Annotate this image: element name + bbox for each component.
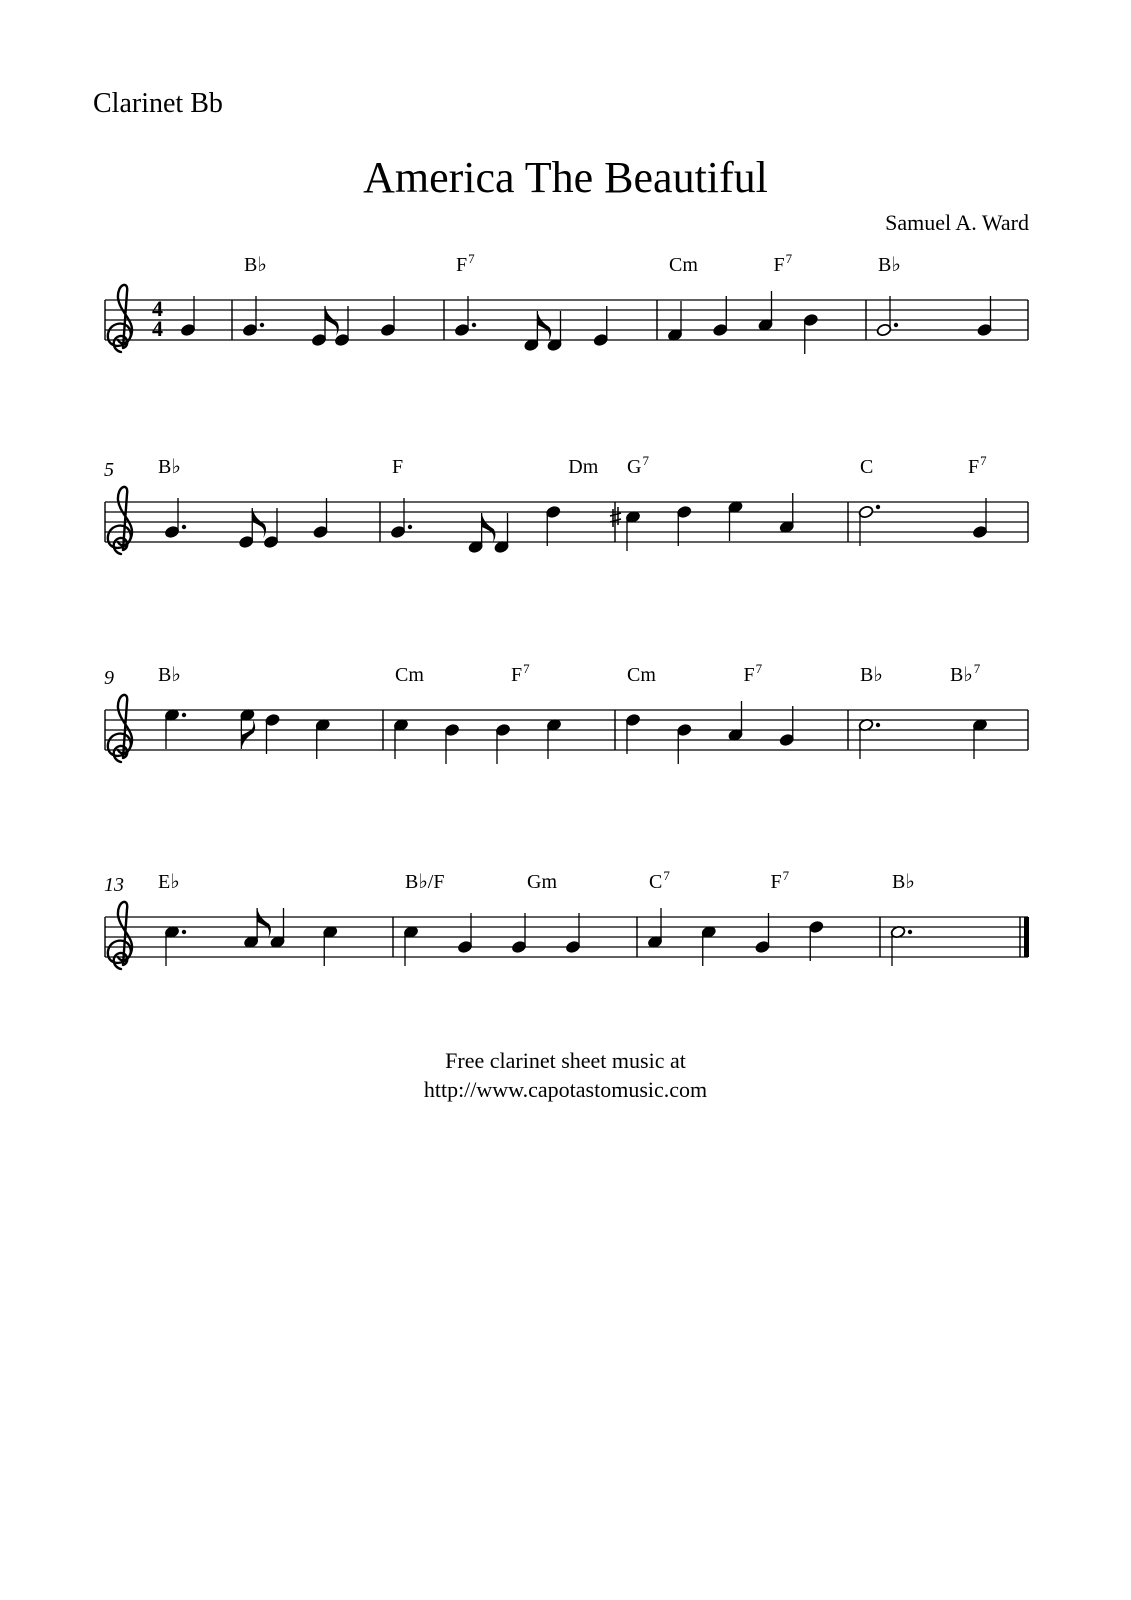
chord-symbol: Cm bbox=[627, 664, 656, 686]
chord-symbol: $F^7$ bbox=[511, 661, 530, 686]
chord-symbol: F bbox=[392, 456, 404, 478]
chord-symbol: $C^7$ bbox=[649, 868, 670, 893]
footer-link[interactable]: http://www.capotastomusic.com bbox=[423, 1077, 708, 1102]
footer-line-1: Free clarinet sheet music at bbox=[445, 1048, 686, 1073]
time-signature-bottom: 4 bbox=[152, 316, 163, 341]
note-dot bbox=[894, 323, 898, 327]
note-dot bbox=[182, 525, 186, 529]
note-dot bbox=[876, 505, 880, 509]
treble-clef-icon bbox=[108, 487, 132, 554]
treble-clef-icon bbox=[108, 902, 132, 969]
chord-symbol: B♭ bbox=[860, 664, 883, 686]
note-flag bbox=[257, 908, 271, 938]
instrument-label: Clarinet Bb bbox=[93, 88, 223, 119]
chord-symbol: C bbox=[860, 456, 874, 478]
measure-number: 9 bbox=[104, 667, 114, 689]
chord-symbol: $F^7$ bbox=[456, 251, 475, 276]
chord-symbol: B♭ bbox=[158, 664, 181, 686]
chord-symbol: Gm bbox=[527, 871, 557, 893]
note-dot bbox=[472, 323, 476, 327]
note-dot bbox=[908, 930, 912, 934]
chord-symbol: E♭ bbox=[158, 871, 180, 893]
chord-symbol: $F^7$ bbox=[968, 453, 987, 478]
note-flag bbox=[241, 719, 255, 749]
chord-symbol: B♭/F bbox=[405, 871, 445, 893]
chord-symbol: B♭ bbox=[158, 456, 181, 478]
note-dot bbox=[182, 713, 186, 717]
chord-symbol: B♭$^7$ bbox=[950, 661, 981, 686]
chord-symbol: B♭ bbox=[892, 871, 915, 893]
note-dot bbox=[182, 930, 186, 934]
chord-symbol: B♭ bbox=[878, 254, 901, 276]
footer bbox=[0, 1046, 1131, 1104]
note-dot bbox=[876, 723, 880, 727]
chord-symbol: $F^7$ bbox=[770, 868, 790, 893]
chord-symbol: $G^7$ bbox=[627, 453, 649, 478]
time-signature-top: 4 bbox=[152, 296, 163, 321]
treble-clef-icon bbox=[108, 285, 132, 352]
measure-number: 13 bbox=[104, 874, 124, 896]
note-dot bbox=[260, 323, 264, 327]
chord-symbol: B♭ bbox=[244, 254, 267, 276]
note-flag bbox=[482, 513, 496, 543]
note-dot bbox=[408, 525, 412, 529]
chord-symbol: Dm bbox=[568, 456, 599, 478]
measure-number: 5 bbox=[104, 459, 114, 481]
composer-name: Samuel A. Ward bbox=[885, 210, 1029, 235]
chord-symbol: Cm bbox=[669, 254, 698, 276]
chord-symbol: $F^7$ bbox=[773, 251, 793, 276]
song-title: America The Beautiful bbox=[363, 153, 768, 202]
note-flag bbox=[537, 311, 551, 341]
final-barline-thick bbox=[1024, 917, 1029, 957]
treble-clef-icon bbox=[108, 695, 132, 762]
chord-symbol: Cm bbox=[395, 664, 424, 686]
chord-symbol: $F^7$ bbox=[743, 661, 763, 686]
